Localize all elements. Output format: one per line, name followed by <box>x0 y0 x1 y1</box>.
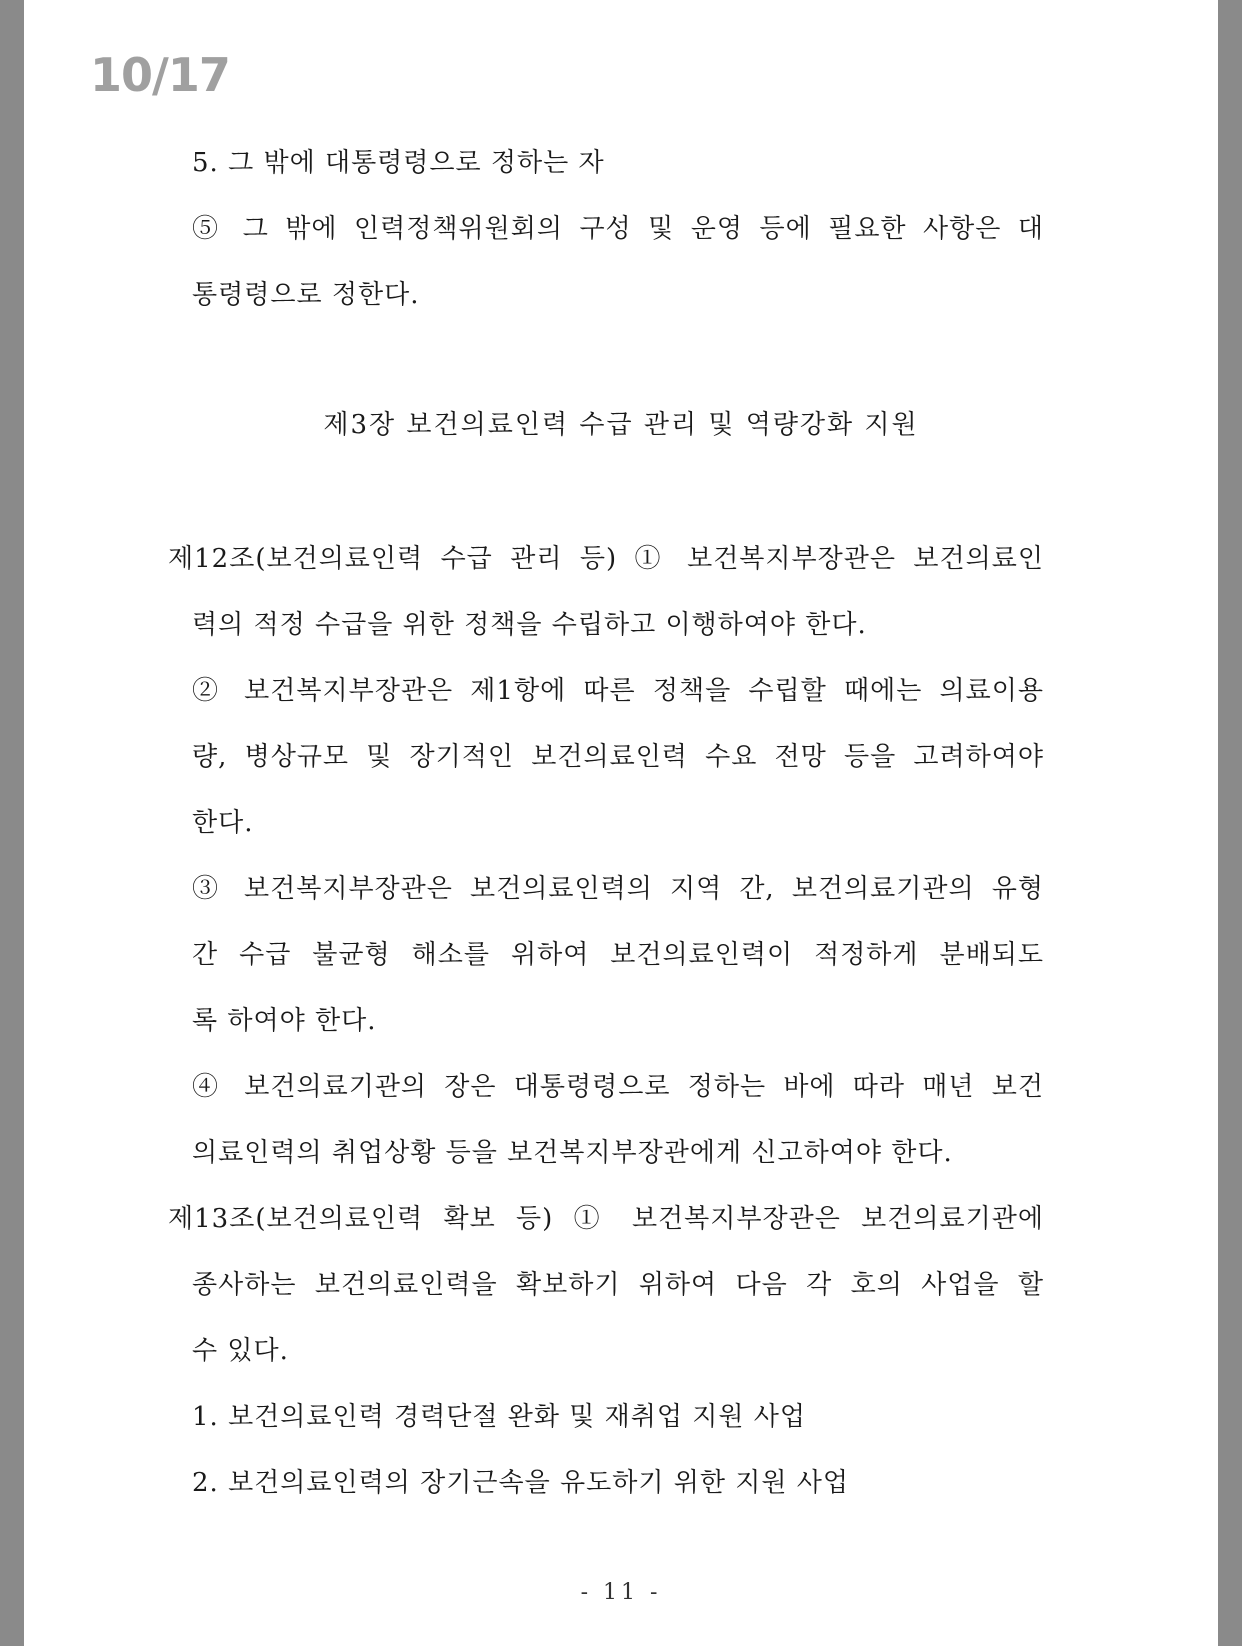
page-number: - 11 - <box>580 1580 662 1605</box>
body-line: 5. 그 밖에 대통령령으로 정하는 자 <box>192 148 605 178</box>
body-line: 력의 적정 수급을 위한 정책을 수립하고 이행하여야 한다. <box>192 610 867 640</box>
body-line: 통령령으로 정한다. <box>192 280 420 310</box>
document-page <box>24 0 1218 1646</box>
body-line: 의료인력의 취업상황 등을 보건복지부장관에게 신고하여야 한다. <box>192 1138 953 1168</box>
body-line: 한다. <box>192 808 254 838</box>
body-line: ④ 보건의료기관의 장은 대통령령으로 정하는 바에 따라 매년 보건 <box>192 1072 1044 1102</box>
article-heading: 제12조(보건의료인력 수급 관리 등) ① 보건복지부장관은 보건의료인 <box>168 544 1044 574</box>
body-line: ② 보건복지부장관은 제1항에 따른 정책을 수립할 때에는 의료이용 <box>192 676 1044 706</box>
chapter-heading: 제3장 보건의료인력 수급 관리 및 역량강화 지원 <box>323 410 919 440</box>
article-heading: 제13조(보건의료인력 확보 등) ① 보건복지부장관은 보건의료기관에 <box>168 1204 1044 1234</box>
body-line: 종사하는 보건의료인력을 확보하기 위하여 다음 각 호의 사업을 할 <box>192 1270 1044 1300</box>
body-line: 간 수급 불균형 해소를 위하여 보건의료인력이 적정하게 분배되도 <box>192 940 1044 970</box>
body-line: ③ 보건복지부장관은 보건의료인력의 지역 간, 보건의료기관의 유형 <box>192 874 1044 904</box>
body-line: 록 하여야 한다. <box>192 1006 377 1036</box>
body-line: ⑤ 그 밖에 인력정책위원회의 구성 및 운영 등에 필요한 사항은 대 <box>192 214 1044 244</box>
body-line: 2. 보건의료인력의 장기근속을 유도하기 위한 지원 사업 <box>192 1468 849 1498</box>
body-line: 량, 병상규모 및 장기적인 보건의료인력 수요 전망 등을 고려하여야 <box>192 742 1044 772</box>
body-line: 1. 보건의료인력 경력단절 완화 및 재취업 지원 사업 <box>192 1402 806 1432</box>
body-line: 수 있다. <box>192 1336 289 1366</box>
page-counter: 10/17 <box>90 48 230 102</box>
